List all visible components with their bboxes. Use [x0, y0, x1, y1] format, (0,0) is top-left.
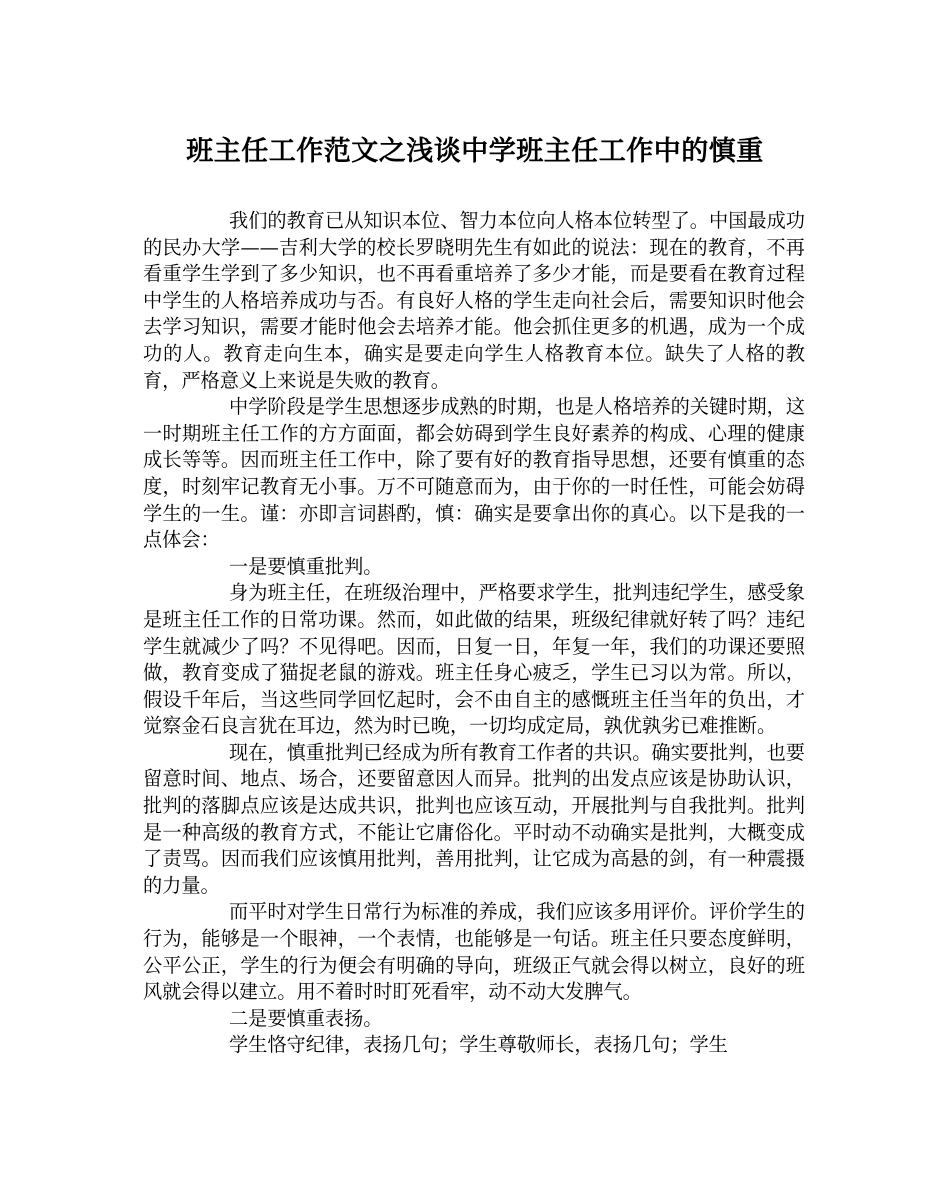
document-title: 班主任工作范文之浅谈中学班主任工作中的慎重 [186, 136, 764, 167]
paragraph: 学生恪守纪律，表扬几句；学生尊敬师长，表扬几句；学生 [229, 1033, 728, 1057]
paragraph: 而平时对学生日常行为标准的养成，我们应该多用评价。评价学生的行为，能够是一个眼神，一个表情，也能够是一句话。班主任只要态度鲜明，公平公正，学生的行为便会有明确的导向，班级正气就会得以树立，良好的班风就会得以建立。用不着时时盯死看牢，动不动大发脾气。 [143, 900, 805, 1004]
paragraph: 中学阶段是学生思想逐步成熟的时期，也是人格培养的关键时期，这一时期班主任工作的方方面面，都会妨碍到学生良好素养的构成、心理的健康成长等等。因而班主任工作中，除了要有好的教育指导思想，还要有慎重的态度，时刻牢记教育无小事。万不可随意而为，由于你的一时任性，可能会妨碍学生的一生。谨：亦即言词斟酌，慎：确实是要拿出你的真心。以下是我的一点体会： [143, 395, 805, 552]
section-heading: 一是要慎重批判。 [229, 554, 383, 578]
paragraph: 我们的教育已从知识本位、智力本位向人格本位转型了。中国最成功的民办大学——吉利大学的校长罗晓明先生有如此的说法：现在的教育，不再看重学生学到了多少知识，也不再看重培养了多少才能，而是要看在教育过程中学生的人格培养成功与否。有良好人格的学生走向社会后，需要知识时他会去学习知识，需要才能时他会去培养才能。他会抓住更多的机遇，成为一个成功的人。教育走向生本，确实是要走向学生人格教育本位。缺失了人格的教育，严格意义上来说是失败的教育。 [143, 209, 805, 392]
section-heading: 二是要慎重表扬。 [229, 1006, 383, 1030]
paragraph: 身为班主任，在班级治理中，严格要求学生，批判违纪学生，感受象是班主任工作的日常功课。然而，如此做的结果，班级纪律就好转了吗？违纪学生就减少了吗？不见得吧。因而，日复一日，年复一年，我们的功课还要照做，教育变成了猫捉老鼠的游戏。班主任身心疲乏，学生已习以为常。所以，假设千年后，当这些同学回忆起时，会不由自主的感慨班主任当年的负出，才觉察金石良言犹在耳边，然为时已晚，一切均成定局，孰优孰劣已难推断。 [143, 581, 805, 738]
document-body [143, 208, 805, 1059]
paragraph: 现在，慎重批判已经成为所有教育工作者的共识。确实要批判，也要留意时间、地点、场合，还要留意因人而异。批判的出发点应该是协助认识，批判的落脚点应该是达成共识，批判也应该互动，开展批判与自我批判。批判是一种高级的教育方式，不能让它庸俗化。平时动不动确实是批判，大概变成了责骂。因而我们应该慎用批判，善用批判，让它成为高悬的剑，有一种震摄的力量。 [143, 740, 805, 897]
